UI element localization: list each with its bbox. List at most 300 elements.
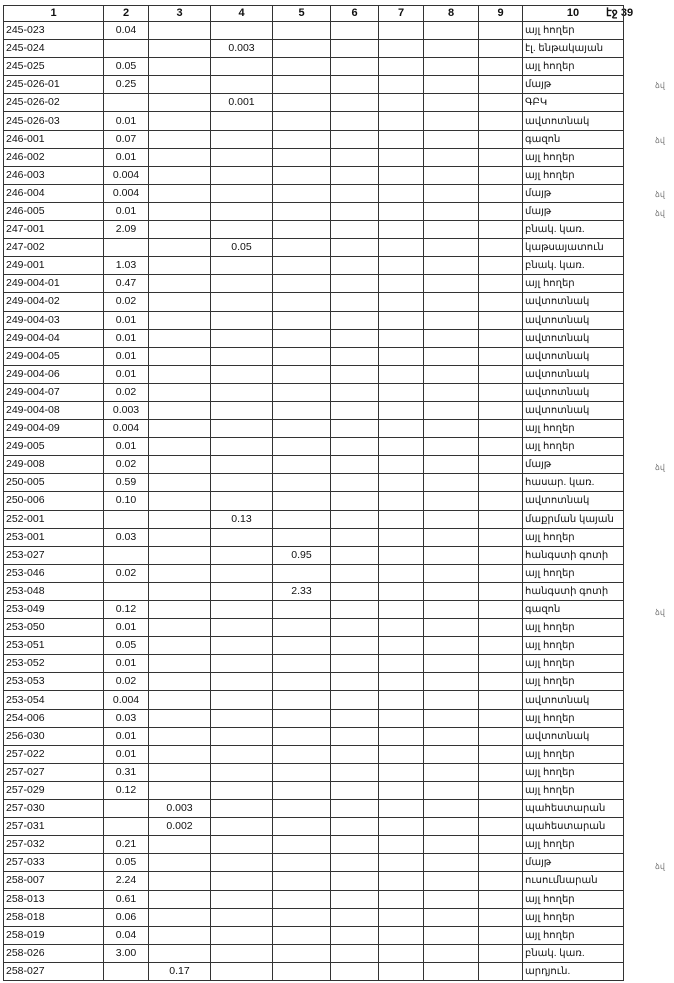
margin-mark: ձվ	[655, 81, 665, 91]
area-cell-col9	[479, 926, 523, 944]
area-cell-col9	[479, 311, 523, 329]
area-cell-col5	[273, 818, 331, 836]
area-cell-col3	[149, 745, 211, 763]
area-cell-col7	[379, 474, 424, 492]
area-cell-col3: 0.003	[149, 800, 211, 818]
area-cell-col3	[149, 112, 211, 130]
area-cell-col8	[424, 239, 479, 257]
area-cell-col7	[379, 781, 424, 799]
area-cell-col6	[331, 257, 379, 275]
area-cell-col3	[149, 257, 211, 275]
area-cell-col8	[424, 781, 479, 799]
area-cell-col9	[479, 329, 523, 347]
area-cell-col5	[273, 94, 331, 112]
area-cell-col6	[331, 709, 379, 727]
area-cell-col5	[273, 492, 331, 510]
area-cell-col8	[424, 202, 479, 220]
area-cell-col7	[379, 727, 424, 745]
area-cell-col6	[331, 202, 379, 220]
area-cell-col2: 0.01	[104, 311, 149, 329]
table-row	[4, 763, 624, 781]
area-cell-col9	[479, 673, 523, 691]
parcel-code-cell: 249-004-07	[4, 383, 104, 401]
land-use-cell: ավտոտնակ	[523, 293, 624, 311]
area-cell-col5	[273, 836, 331, 854]
area-cell-col3	[149, 528, 211, 546]
table-row	[4, 420, 624, 438]
area-cell-col5	[273, 365, 331, 383]
area-cell-col3	[149, 130, 211, 148]
area-cell-col8	[424, 58, 479, 76]
area-cell-col5	[273, 456, 331, 474]
area-cell-col4	[211, 691, 273, 709]
area-cell-col5	[273, 727, 331, 745]
area-cell-col4	[211, 112, 273, 130]
area-cell-col6	[331, 166, 379, 184]
table-row	[4, 601, 624, 619]
area-cell-col8	[424, 257, 479, 275]
table-row	[4, 926, 624, 944]
land-use-cell: մայթ	[523, 76, 624, 94]
parcel-code-cell: 247-001	[4, 221, 104, 239]
area-cell-col4	[211, 619, 273, 637]
land-use-cell: գազոն	[523, 601, 624, 619]
land-use-cell: ավտոտնակ	[523, 329, 624, 347]
area-cell-col2: 1.03	[104, 257, 149, 275]
area-cell-col3: 0.002	[149, 818, 211, 836]
area-cell-col3	[149, 347, 211, 365]
area-cell-col6	[331, 637, 379, 655]
area-cell-col5	[273, 709, 331, 727]
area-cell-col3	[149, 58, 211, 76]
area-cell-col4	[211, 890, 273, 908]
area-cell-col9	[479, 239, 523, 257]
land-use-cell: այլ հողեր	[523, 673, 624, 691]
area-cell-col5	[273, 148, 331, 166]
area-cell-col5	[273, 257, 331, 275]
area-cell-col5	[273, 655, 331, 673]
land-use-cell: այլ հողեր	[523, 637, 624, 655]
column-header-3: 3	[149, 6, 211, 22]
land-use-cell: կաթսայատուն	[523, 239, 624, 257]
area-cell-col4	[211, 275, 273, 293]
area-cell-col4	[211, 365, 273, 383]
area-cell-col4	[211, 456, 273, 474]
parcel-code-cell: 253-046	[4, 564, 104, 582]
area-cell-col7	[379, 492, 424, 510]
area-cell-col8	[424, 184, 479, 202]
area-cell-col5	[273, 420, 331, 438]
area-cell-col5	[273, 691, 331, 709]
table-row	[4, 112, 624, 130]
area-cell-col3	[149, 709, 211, 727]
parcel-code-cell: 257-030	[4, 800, 104, 818]
area-cell-col7	[379, 745, 424, 763]
land-use-cell: ավտոտնակ	[523, 492, 624, 510]
area-cell-col7	[379, 365, 424, 383]
area-cell-col6	[331, 329, 379, 347]
land-use-cell: ավտոտնակ	[523, 311, 624, 329]
area-cell-col5	[273, 329, 331, 347]
table-row	[4, 637, 624, 655]
area-cell-col4	[211, 655, 273, 673]
area-cell-col5	[273, 22, 331, 40]
area-cell-col3	[149, 546, 211, 564]
land-use-cell: ավտոտնակ	[523, 691, 624, 709]
area-cell-col5	[273, 781, 331, 799]
area-cell-col2: 0.04	[104, 22, 149, 40]
margin-mark: ձվ	[655, 607, 665, 617]
column-header-9: 9	[479, 6, 523, 22]
area-cell-col3	[149, 184, 211, 202]
area-cell-col9	[479, 564, 523, 582]
table-row	[4, 962, 624, 980]
area-cell-col3	[149, 474, 211, 492]
area-cell-col5	[273, 926, 331, 944]
area-cell-col2: 0.003	[104, 401, 149, 419]
area-cell-col6	[331, 854, 379, 872]
area-cell-col8	[424, 546, 479, 564]
area-cell-col6	[331, 655, 379, 673]
area-cell-col2: 0.01	[104, 655, 149, 673]
land-use-cell: այլ հողեր	[523, 22, 624, 40]
land-use-cell: էլ. ենթակայան	[523, 40, 624, 58]
area-cell-col3	[149, 510, 211, 528]
area-cell-col7	[379, 673, 424, 691]
area-cell-col7	[379, 148, 424, 166]
area-cell-col5	[273, 383, 331, 401]
area-cell-col7	[379, 546, 424, 564]
table-row	[4, 293, 624, 311]
table-row	[4, 745, 624, 763]
area-cell-col9	[479, 546, 523, 564]
parcel-code-cell: 249-008	[4, 456, 104, 474]
parcel-code-cell: 249-004-02	[4, 293, 104, 311]
area-cell-col5	[273, 184, 331, 202]
area-cell-col6	[331, 474, 379, 492]
land-use-cell: հասար. կառ.	[523, 474, 624, 492]
margin-mark: ձվ	[655, 208, 665, 218]
land-use-cell: բնակ. կառ.	[523, 257, 624, 275]
area-cell-col9	[479, 184, 523, 202]
area-cell-col4	[211, 22, 273, 40]
area-cell-col7	[379, 763, 424, 781]
area-cell-col8	[424, 40, 479, 58]
land-use-cell: ԳԲԿ	[523, 94, 624, 112]
area-cell-col6	[331, 130, 379, 148]
area-cell-col7	[379, 709, 424, 727]
area-cell-col7	[379, 582, 424, 600]
area-cell-col3	[149, 582, 211, 600]
area-cell-col7	[379, 456, 424, 474]
area-cell-col2: 2.24	[104, 872, 149, 890]
area-cell-col6	[331, 908, 379, 926]
area-cell-col3	[149, 890, 211, 908]
area-cell-col5	[273, 112, 331, 130]
land-use-cell: արդյուն.	[523, 962, 624, 980]
area-cell-col9	[479, 257, 523, 275]
area-cell-col7	[379, 329, 424, 347]
area-cell-col5	[273, 601, 331, 619]
table-row	[4, 130, 624, 148]
area-cell-col9	[479, 22, 523, 40]
area-cell-col5	[273, 275, 331, 293]
area-cell-col8	[424, 655, 479, 673]
area-cell-col9	[479, 745, 523, 763]
area-cell-col8	[424, 492, 479, 510]
area-cell-col2: 0.03	[104, 528, 149, 546]
parcel-code-cell: 246-005	[4, 202, 104, 220]
column-header-4: 4	[211, 6, 273, 22]
area-cell-col7	[379, 944, 424, 962]
area-cell-col7	[379, 347, 424, 365]
area-cell-col7	[379, 962, 424, 980]
area-cell-col3	[149, 727, 211, 745]
land-use-cell: ավտոտնակ	[523, 347, 624, 365]
parcel-code-cell: 253-027	[4, 546, 104, 564]
area-cell-col7	[379, 239, 424, 257]
area-cell-col6	[331, 872, 379, 890]
land-use-cell: պահեստարան	[523, 800, 624, 818]
area-cell-col8	[424, 347, 479, 365]
area-cell-col3	[149, 944, 211, 962]
area-cell-col6	[331, 601, 379, 619]
area-cell-col3	[149, 401, 211, 419]
area-cell-col4	[211, 673, 273, 691]
area-cell-col6	[331, 58, 379, 76]
margin-mark: ձվ	[655, 135, 665, 145]
area-cell-col9	[479, 148, 523, 166]
table-row	[4, 944, 624, 962]
area-cell-col4	[211, 492, 273, 510]
land-use-cell: ուսումնարան	[523, 872, 624, 890]
area-cell-col4	[211, 800, 273, 818]
area-cell-col3	[149, 456, 211, 474]
area-cell-col9	[479, 781, 523, 799]
area-cell-col6	[331, 112, 379, 130]
area-cell-col9	[479, 438, 523, 456]
table-row	[4, 854, 624, 872]
parcel-code-cell: 249-004-06	[4, 365, 104, 383]
area-cell-col2	[104, 818, 149, 836]
area-cell-col7	[379, 908, 424, 926]
area-cell-col6	[331, 510, 379, 528]
land-use-cell: այլ հողեր	[523, 781, 624, 799]
area-cell-col3	[149, 383, 211, 401]
land-use-cell: այլ հողեր	[523, 908, 624, 926]
table-row	[4, 148, 624, 166]
table-row	[4, 492, 624, 510]
area-cell-col8	[424, 22, 479, 40]
table-row	[4, 655, 624, 673]
area-cell-col9	[479, 112, 523, 130]
parcel-code-cell: 249-001	[4, 257, 104, 275]
area-cell-col2: 0.31	[104, 763, 149, 781]
area-cell-col6	[331, 836, 379, 854]
table-row	[4, 166, 624, 184]
table-row	[4, 365, 624, 383]
area-cell-col9	[479, 510, 523, 528]
parcel-code-cell: 245-024	[4, 40, 104, 58]
area-cell-col2	[104, 239, 149, 257]
area-cell-col6	[331, 673, 379, 691]
land-use-cell: այլ հողեր	[523, 763, 624, 781]
column-header-2: 2	[104, 6, 149, 22]
area-cell-col7	[379, 311, 424, 329]
parcel-code-cell: 249-004-04	[4, 329, 104, 347]
area-cell-col9	[479, 890, 523, 908]
area-cell-col2: 0.01	[104, 438, 149, 456]
land-use-cell: այլ հողեր	[523, 836, 624, 854]
area-cell-col3	[149, 166, 211, 184]
area-cell-col2: 2.09	[104, 221, 149, 239]
area-cell-col8	[424, 962, 479, 980]
area-cell-col8	[424, 890, 479, 908]
table-row	[4, 781, 624, 799]
area-cell-col4	[211, 872, 273, 890]
table-row	[4, 383, 624, 401]
area-cell-col4	[211, 854, 273, 872]
area-cell-col7	[379, 257, 424, 275]
area-cell-col3	[149, 908, 211, 926]
land-use-cell: այլ հողեր	[523, 420, 624, 438]
area-cell-col7	[379, 637, 424, 655]
area-cell-col3	[149, 76, 211, 94]
table-row	[4, 619, 624, 637]
area-cell-col7	[379, 112, 424, 130]
area-cell-col7	[379, 564, 424, 582]
area-cell-col3	[149, 420, 211, 438]
area-cell-col2: 0.02	[104, 293, 149, 311]
area-cell-col2: 0.004	[104, 420, 149, 438]
area-cell-col3	[149, 329, 211, 347]
area-cell-col2: 0.06	[104, 908, 149, 926]
table-row	[4, 401, 624, 419]
area-cell-col9	[479, 474, 523, 492]
table-row	[4, 673, 624, 691]
area-cell-col7	[379, 691, 424, 709]
area-cell-col8	[424, 130, 479, 148]
area-cell-col5	[273, 76, 331, 94]
area-cell-col9	[479, 420, 523, 438]
area-cell-col8	[424, 727, 479, 745]
parcel-code-cell: 245-025	[4, 58, 104, 76]
area-cell-col4	[211, 166, 273, 184]
area-cell-col9	[479, 347, 523, 365]
table-row	[4, 329, 624, 347]
area-cell-col6	[331, 221, 379, 239]
area-cell-col9	[479, 601, 523, 619]
table-row	[4, 546, 624, 564]
land-use-cell: այլ հողեր	[523, 528, 624, 546]
area-cell-col6	[331, 22, 379, 40]
area-cell-col8	[424, 745, 479, 763]
area-cell-col3	[149, 275, 211, 293]
area-cell-col7	[379, 22, 424, 40]
area-cell-col6	[331, 763, 379, 781]
area-cell-col4	[211, 582, 273, 600]
area-cell-col8	[424, 293, 479, 311]
parcel-code-cell: 249-004-09	[4, 420, 104, 438]
area-cell-col5	[273, 401, 331, 419]
area-cell-col8	[424, 944, 479, 962]
table-row	[4, 474, 624, 492]
area-cell-col4	[211, 564, 273, 582]
area-cell-col8	[424, 854, 479, 872]
area-cell-col6	[331, 365, 379, 383]
area-cell-col9	[479, 637, 523, 655]
area-cell-col4: 0.003	[211, 40, 273, 58]
area-cell-col2: 0.12	[104, 781, 149, 799]
area-cell-col8	[424, 872, 479, 890]
table-row	[4, 818, 624, 836]
area-cell-col9	[479, 763, 523, 781]
area-cell-col9	[479, 908, 523, 926]
parcel-code-cell: 257-031	[4, 818, 104, 836]
area-cell-col2	[104, 800, 149, 818]
area-cell-col2: 0.02	[104, 456, 149, 474]
column-header-5: 5	[273, 6, 331, 22]
area-cell-col7	[379, 800, 424, 818]
margin-mark: ձվ	[655, 861, 665, 871]
area-cell-col6	[331, 944, 379, 962]
area-cell-col4	[211, 58, 273, 76]
area-cell-col3	[149, 365, 211, 383]
table-row	[4, 908, 624, 926]
area-cell-col8	[424, 76, 479, 94]
area-cell-col4: 0.05	[211, 239, 273, 257]
area-cell-col6	[331, 582, 379, 600]
area-cell-col5	[273, 890, 331, 908]
area-cell-col7	[379, 184, 424, 202]
area-cell-col3	[149, 239, 211, 257]
table-row	[4, 528, 624, 546]
parcel-code-cell: 250-005	[4, 474, 104, 492]
land-use-cell: հանգստի գոտի	[523, 582, 624, 600]
area-cell-col5	[273, 763, 331, 781]
table-row	[4, 836, 624, 854]
area-cell-col8	[424, 166, 479, 184]
area-cell-col2: 0.01	[104, 202, 149, 220]
area-cell-col8	[424, 926, 479, 944]
area-cell-col2: 0.05	[104, 854, 149, 872]
parcel-code-cell: 257-022	[4, 745, 104, 763]
area-cell-col9	[479, 709, 523, 727]
land-use-cell: մայթ	[523, 202, 624, 220]
area-cell-col5	[273, 872, 331, 890]
area-cell-col7	[379, 854, 424, 872]
area-cell-col7	[379, 293, 424, 311]
area-cell-col9	[479, 854, 523, 872]
area-cell-col8	[424, 456, 479, 474]
table-row	[4, 890, 624, 908]
area-cell-col8	[424, 908, 479, 926]
area-cell-col2: 0.21	[104, 836, 149, 854]
table-row	[4, 239, 624, 257]
land-use-cell: այլ հողեր	[523, 58, 624, 76]
land-use-cell: մայթ	[523, 184, 624, 202]
land-use-cell: այլ հողեր	[523, 890, 624, 908]
area-cell-col5	[273, 908, 331, 926]
area-cell-col9	[479, 40, 523, 58]
area-cell-col5	[273, 130, 331, 148]
area-cell-col6	[331, 745, 379, 763]
area-cell-col4	[211, 420, 273, 438]
area-cell-col6	[331, 239, 379, 257]
area-cell-col4	[211, 329, 273, 347]
table-row	[4, 275, 624, 293]
area-cell-col2: 0.01	[104, 329, 149, 347]
